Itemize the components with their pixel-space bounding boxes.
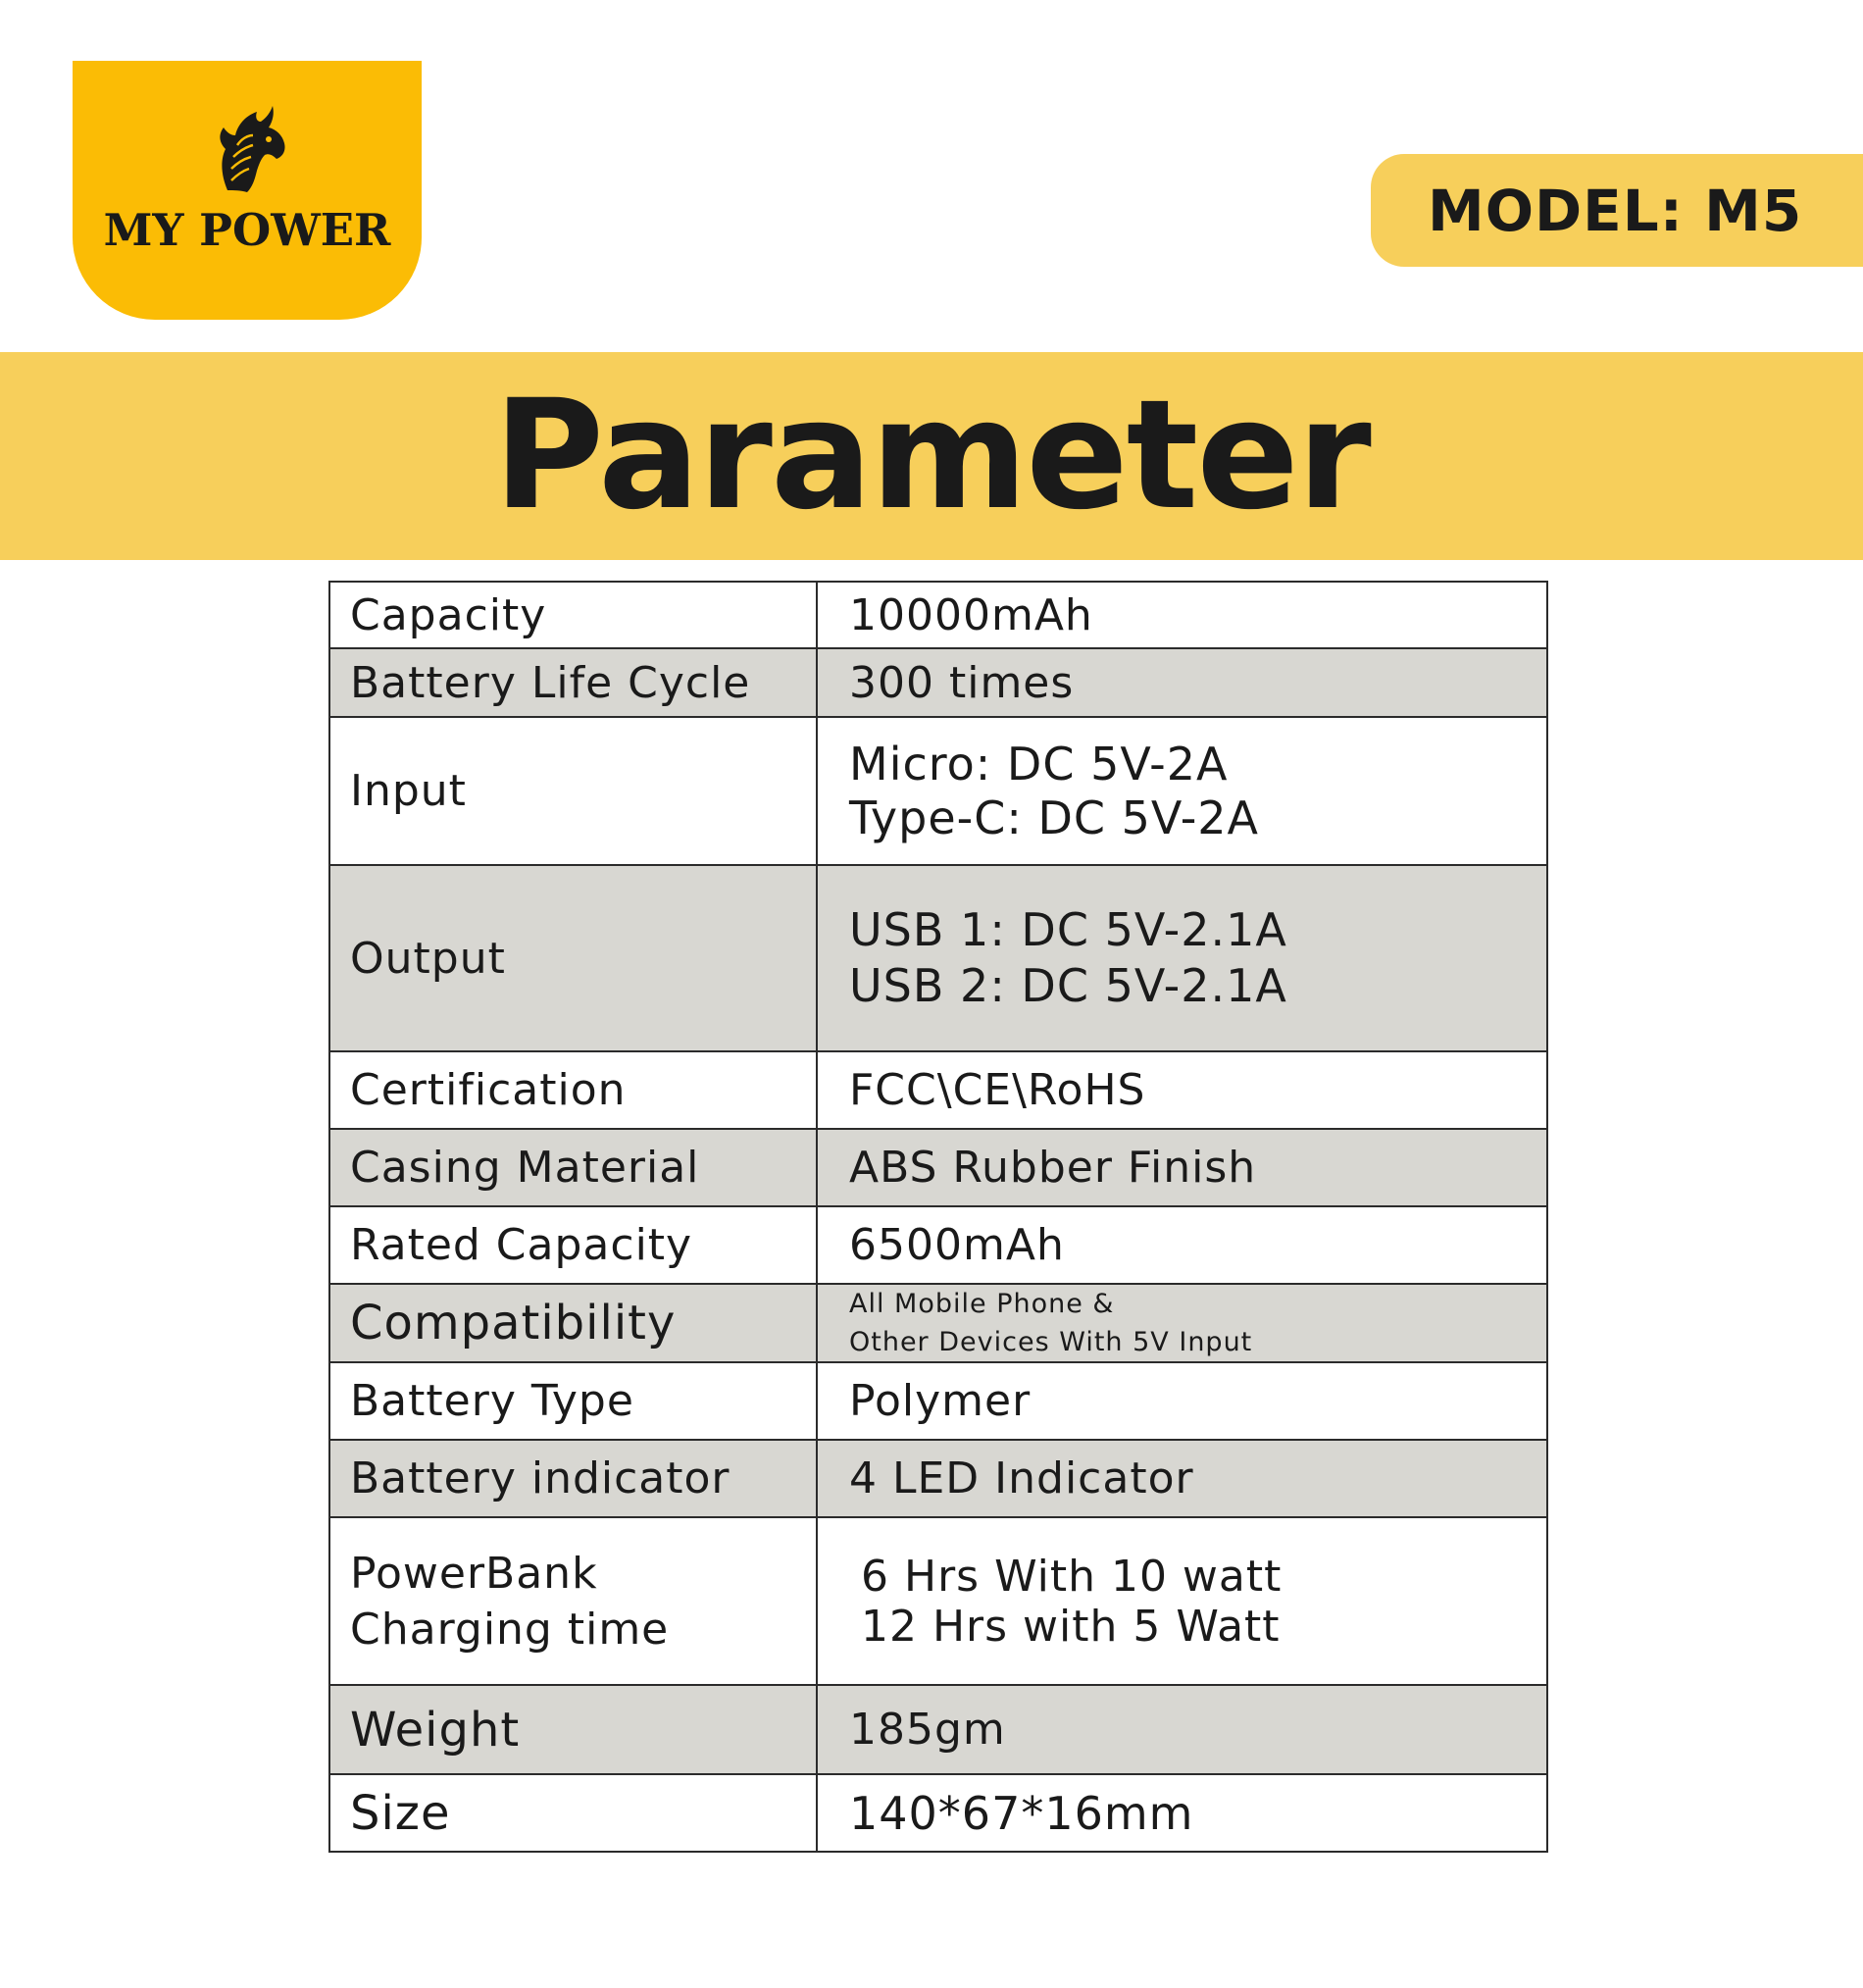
table-row: [329, 717, 1547, 865]
row-label: PowerBank Charging time: [329, 1517, 817, 1685]
row-value: 300 times: [817, 648, 1547, 717]
row-label: Capacity: [329, 582, 817, 648]
brand-logo: [73, 61, 422, 320]
row-label: Rated Capacity: [329, 1206, 817, 1284]
table-row: [329, 865, 1547, 1051]
brand-name: MY POWER: [103, 204, 391, 256]
table-row: [329, 1774, 1547, 1852]
row-value: USB 1: DC 5V-2.1A USB 2: DC 5V-2.1A: [817, 865, 1547, 1051]
table-row: [329, 1517, 1547, 1685]
row-label: Certification: [329, 1051, 817, 1129]
spec-table: [328, 581, 1548, 1853]
row-value: Polymer: [817, 1362, 1547, 1440]
row-value: Micro: DC 5V-2A Type-C: DC 5V-2A: [817, 717, 1547, 865]
row-label: Compatibility: [329, 1284, 817, 1362]
title-banner: [0, 352, 1863, 560]
row-value: 4 LED Indicator: [817, 1440, 1547, 1517]
page-title: Parameter: [493, 368, 1370, 543]
row-label: Input: [329, 717, 817, 865]
row-label: Battery Life Cycle: [329, 648, 817, 717]
row-value: 6 Hrs With 10 watt 12 Hrs with 5 Watt: [817, 1517, 1547, 1685]
row-label: Battery Type: [329, 1362, 817, 1440]
table-row: [329, 1129, 1547, 1206]
table-row: [329, 1685, 1547, 1774]
row-value: 6500mAh: [817, 1206, 1547, 1284]
horse-head-icon: [198, 100, 296, 198]
row-value: 140*67*16mm: [817, 1774, 1547, 1852]
table-row: [329, 1206, 1547, 1284]
row-label: Size: [329, 1774, 817, 1852]
row-value: All Mobile Phone & Other Devices With 5V Input: [817, 1284, 1547, 1362]
table-row: [329, 1440, 1547, 1517]
row-label: Casing Material: [329, 1129, 817, 1206]
row-value: FCC\CE\RoHS: [817, 1051, 1547, 1129]
row-value: 185gm: [817, 1685, 1547, 1774]
row-label: Battery indicator: [329, 1440, 817, 1517]
table-row: [329, 1362, 1547, 1440]
table-row: [329, 648, 1547, 717]
row-label: Output: [329, 865, 817, 1051]
row-label: Weight: [329, 1685, 817, 1774]
table-row: [329, 1051, 1547, 1129]
model-badge: [1371, 154, 1863, 267]
table-row: [329, 582, 1547, 648]
table-row: [329, 1284, 1547, 1362]
row-value: ABS Rubber Finish: [817, 1129, 1547, 1206]
row-value: 10000mAh: [817, 582, 1547, 648]
model-label: MODEL: M5: [1428, 177, 1803, 244]
